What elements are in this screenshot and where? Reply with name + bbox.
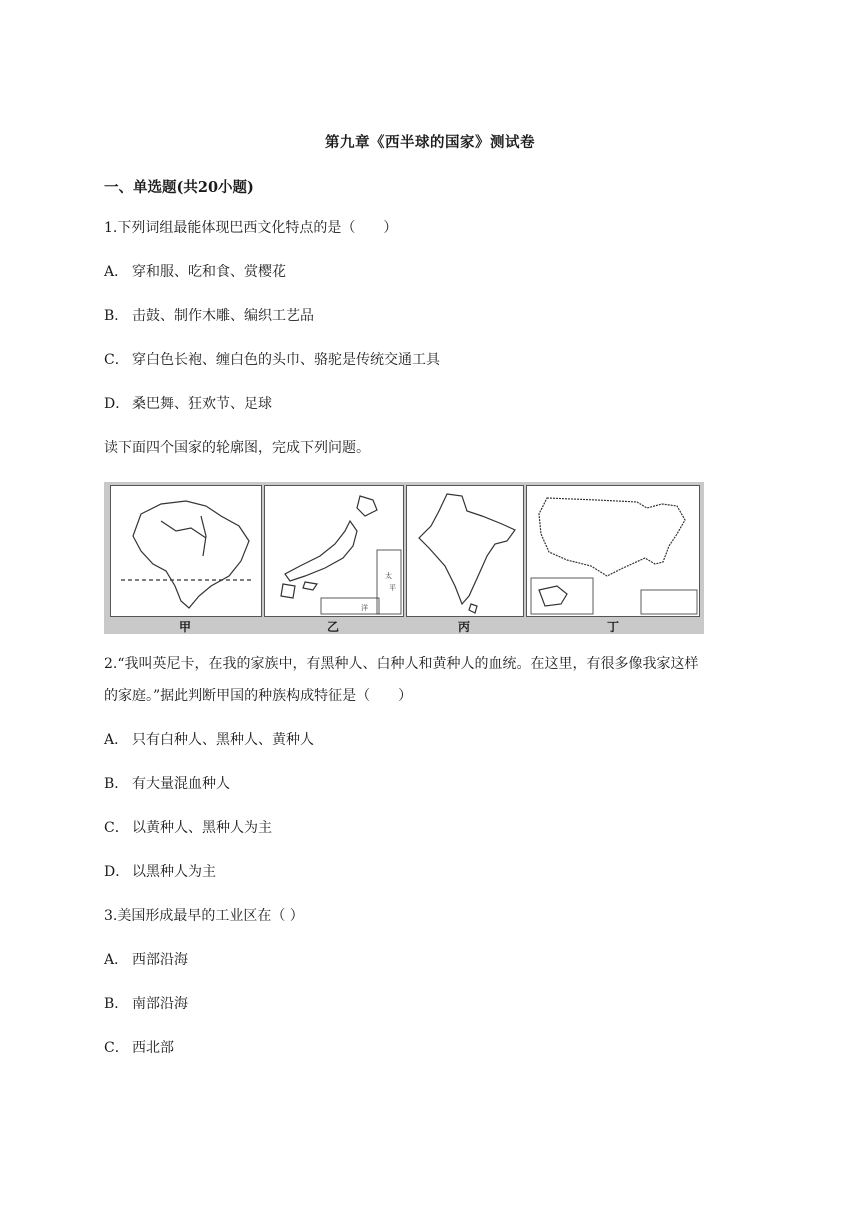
question-1-option-d[interactable]: D． 桑巴舞、狂欢节、足球 (104, 396, 272, 412)
section-heading: 一、单选题(共20小题) (104, 179, 254, 196)
question-3-option-b[interactable]: B． 南部沿海 (104, 996, 188, 1012)
question-1-option-a[interactable]: A． 穿和服、吃和食、赏樱花 (104, 264, 286, 280)
question-3-option-c[interactable]: C． 西北部 (104, 1040, 174, 1056)
question-2-option-a[interactable]: A． 只有白种人、黑种人、黄种人 (104, 732, 314, 748)
question-3-stem: 3.美国形成最早的工业区在（ ） (104, 908, 304, 924)
question-2-stem-line-2: 的家庭。”据此判断甲国的种族构成特征是（ ） (104, 688, 413, 704)
question-2-option-d[interactable]: D． 以黑种人为主 (104, 864, 216, 880)
map-label-bing: 丙 (457, 620, 470, 634)
question-2-stem-line-1: 2.“我叫英尼卡，在我的家族中，有黑种人、白种人和黄种人的血统。在这里，有很多像我家这样 (104, 656, 699, 672)
map-intro: 读下面四个国家的轮廓图，完成下列问题。 (104, 440, 370, 456)
map-india (406, 485, 524, 617)
question-1-option-c[interactable]: C． 穿白色长袍、缠白色的头巾、骆驼是传统交通工具 (104, 352, 440, 368)
map-japan (264, 485, 404, 617)
map-mark-ping: 平 (389, 584, 396, 592)
map-label-jia: 甲 (178, 620, 191, 634)
map-brazil (110, 485, 262, 617)
question-1-option-b[interactable]: B． 击鼓、制作木雕、编织工艺品 (104, 308, 314, 324)
map-label-yi: 乙 (326, 620, 339, 634)
map-usa (526, 485, 700, 617)
question-2-option-b[interactable]: B． 有大量混血种人 (104, 776, 230, 792)
question-2-option-c[interactable]: C． 以黄种人、黑种人为主 (104, 820, 272, 836)
question-1-stem: 1.下列词组最能体现巴西文化特点的是（ ） (104, 220, 398, 236)
map-label-ding: 丁 (606, 620, 619, 634)
page-title: 第九章《西半球的国家》测试卷 (325, 134, 535, 151)
map-mark-yang: 洋 (361, 604, 368, 612)
country-outline-maps (104, 482, 704, 634)
question-3-option-a[interactable]: A． 西部沿海 (104, 952, 188, 968)
map-mark-tai: 太 (385, 572, 392, 580)
